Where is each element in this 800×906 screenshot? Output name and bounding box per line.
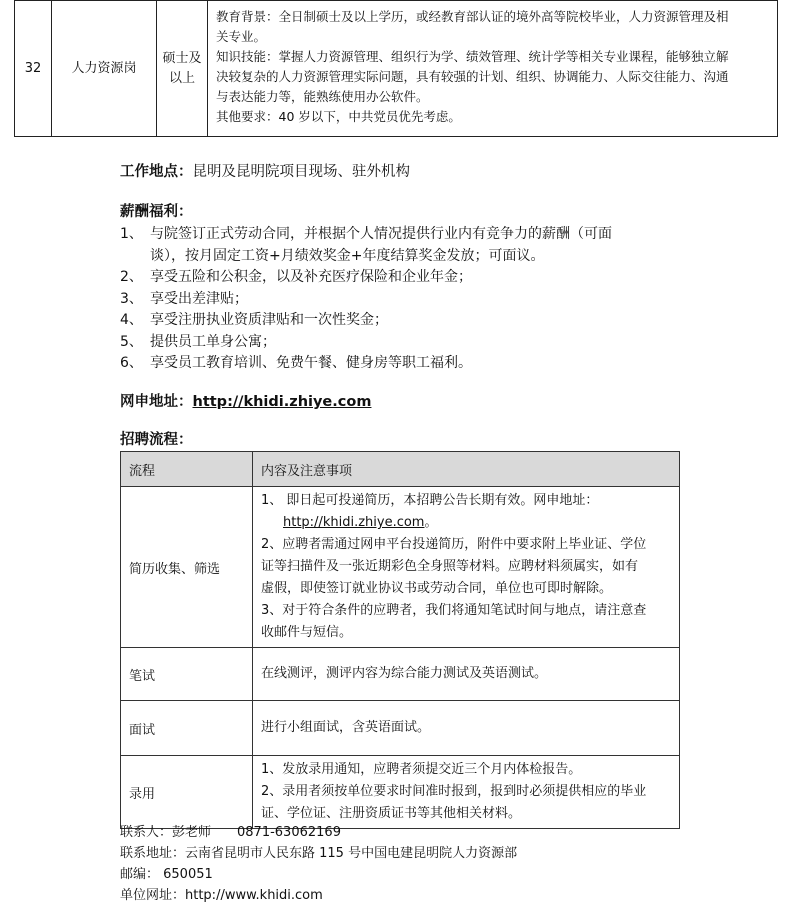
table-row — [15, 1, 778, 137]
apply-site-label: 网申地址： — [120, 394, 193, 410]
benefits-list — [120, 224, 700, 375]
table-row — [121, 648, 680, 701]
column-header-stage: 流程 — [121, 452, 253, 487]
content-cell: 1、 即日起可投递简历，本招聘公告长期有效。网申地址： http://khidi.zhiye.com。 2、应聘者需通过网申平台投递简历，附件中要求附上毕业证、学位 证等扫描件及一张近期彩色全身照等材料。应聘材料须属实，如有 虚假，即使签订就业协议书或劳动合同，单位也可即时解除。 3、对于符合条件的应聘者，我们将通知笔试时间与地点，请注意查 收邮件与短信。 — [253, 487, 680, 648]
position-requirements: 教育背景：全日制硕士及以上学历，或经教育部认证的境外高等院校毕业，人力资源管理及相 关专业。 知识技能：掌握人力资源管理、组织行为学、绩效管理、统计学等相关专业课程，能够独立解 决较复杂的人力资源管理实际问题，具有较强的计划、组织、协调能力、人际交往能力、沟通 与表达能力等，能熟练使用办公软件。 其他要求：40 岁以下，中共党员优先考虑。 — [208, 1, 778, 137]
apply-site — [120, 390, 371, 411]
table-header-row — [121, 452, 680, 487]
work-location — [120, 160, 410, 181]
work-location-value: 昆明及昆明院项目现场、驻外机构 — [192, 164, 410, 180]
contact-postcode: 邮编： 650051 — [120, 867, 213, 882]
table-row — [121, 756, 680, 829]
apply-site-link[interactable]: http://khidi.zhiye.com — [192, 394, 372, 410]
content-cell: 1、发放录用通知，应聘者须提交近三个月内体检报告。 2、录用者须按单位要求时间准时报到，报到时必须提供相应的毕业 证、学位证、注册资质证书等其他相关材料。 — [253, 756, 680, 829]
list-item: 3、 享受出差津贴； — [120, 290, 248, 307]
column-header-content: 内容及注意事项 — [253, 452, 680, 487]
process-table — [120, 451, 680, 829]
positions-table — [14, 0, 778, 137]
education-requirement: 硕士及 以上 — [157, 1, 208, 137]
benefits-title: 薪酬福利： — [120, 204, 193, 220]
stage-cell: 笔试 — [121, 648, 253, 701]
contact-address: 联系地址：云南省昆明市人民东路 115 号中国电建昆明院人力资源部 — [120, 846, 518, 861]
table-row — [121, 487, 680, 648]
apply-link[interactable]: http://khidi.zhiye.com — [283, 515, 425, 530]
work-location-label: 工作地点： — [120, 164, 193, 180]
process-title: 招聘流程： — [120, 432, 193, 448]
list-item: 2、 享受五险和公积金，以及补充医疗保险和企业年金； — [120, 269, 472, 285]
stage-cell: 简历收集、筛选 — [121, 487, 253, 648]
contact-person: 联系人：彭老师 — [120, 825, 212, 840]
list-item: 4、 享受注册执业资质津贴和一次性奖金； — [120, 312, 388, 328]
stage-cell: 录用 — [121, 756, 253, 829]
table-row — [121, 701, 680, 756]
content-cell: 在线测评，测评内容为综合能力测试及英语测试。 — [253, 648, 680, 701]
contact-website[interactable]: 单位网址：http://www.khidi.com — [120, 888, 323, 903]
contact-phone: 0871-63062169 — [237, 825, 341, 840]
stage-cell: 面试 — [121, 701, 253, 756]
content-cell: 进行小组面试，含英语面试。 — [253, 701, 680, 756]
contact-info — [120, 822, 517, 906]
position-name: 人力资源岗 — [52, 1, 157, 137]
list-item: 6、 享受员工教育培训、免费午餐、健身房等职工福利。 — [120, 355, 472, 371]
list-item: 5、 提供员工单身公寓； — [120, 333, 276, 350]
list-item: 1、 与院签订正式劳动合同，并根据个人情况提供行业内有竞争力的薪酬（可面 谈），按月固定工资+月绩效奖金+年度结算奖金发放；可面议。 — [120, 226, 612, 264]
position-number: 32 — [15, 1, 52, 137]
